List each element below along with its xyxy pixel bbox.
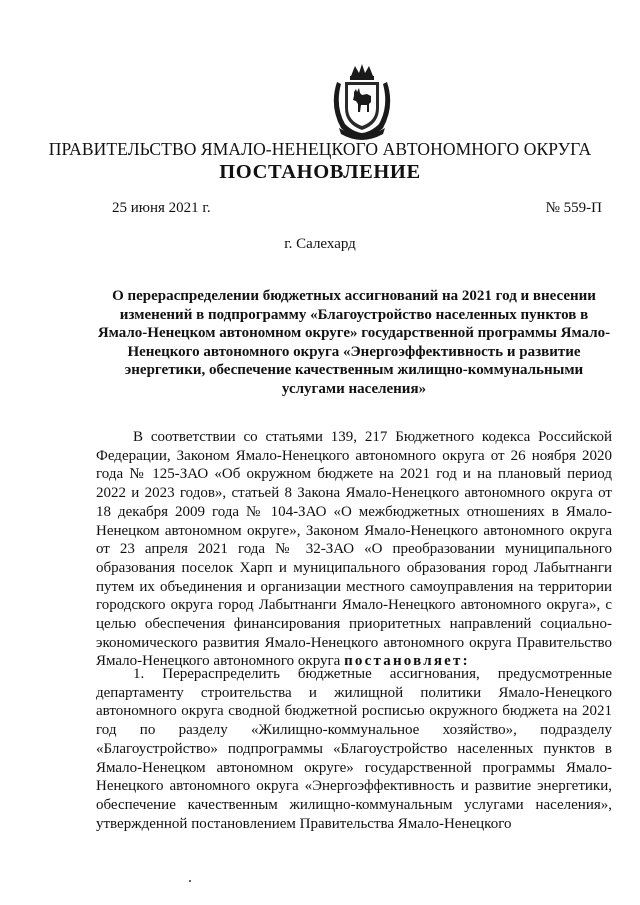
item-1-paragraph	[96, 665, 612, 833]
coat-of-arms-icon	[325, 62, 399, 140]
document-type: ПОСТАНОВЛЕНИЕ	[219, 161, 421, 183]
document-date: 25 июня 2021 г.	[112, 200, 211, 216]
organization-name: ПРАВИТЕЛЬСТВО ЯМАЛО-НЕНЕЦКОГО АВТОНОМНОГО ОКРУГА	[48, 139, 592, 159]
preamble-paragraph	[96, 428, 612, 671]
resolves-word: постановляет:	[344, 653, 470, 670]
scan-speck	[189, 880, 191, 882]
document-title: О перераспределении бюджетных ассигнований на 2021 год и внесении изменений в подпрограмму «Благоустройство населенных пунктов в Ямало-Ненецком автономном округе» государственной программы Ямало-Ненецкого автономного округа «Энергоэффективность и развитие энергетики, обеспечение качественным жилищно-коммунальными услугами населения»	[97, 288, 611, 397]
document-number: № 559-П	[545, 200, 602, 216]
preamble-text: В соответствии со статьями 139, 217 Бюджетного кодекса Российской Федерации, Законом Ямало-Ненецкого автономного округа от 26 ноября 2020 года № 125-ЗАО «Об окружном бюджете на 2021 год и на плановый период 2022 и 2023 годов», статьей 8 Закона Ямало-Ненецкого автономного округа от 18 декабря 2009 года № 104-ЗАО «О межбюджетных отношениях в Ямало-Ненецком автономном округе», Законом Ямало-Ненецкого автономного округа от 23 апреля 2021 года № 32-ЗАО «О преобразовании муниципального образования поселок Харп и муниципального образования город Лабытнанги путем их объединения и организации местного самоуправления на территории городского округа город Лабытнанги Ямало-Ненецкого автономного округа», с целью обеспечения финансирования приоритетных направлений социально-экономического развития Ямало-Ненецкого автономного округа Правительство Ямало-Ненецкого автономного округа	[96, 429, 612, 670]
document-city: г. Салехард	[284, 236, 356, 252]
item-1-text: 1. Перераспределить бюджетные ассигнования, предусмотренные департаменту строительства и жилищной политики Ямало-Ненецкого автономного округа сводной бюджетной росписью окружного бюджета на 2021 год по разделу «Жилищно-коммунальное хозяйство», подразделу «Благоустройство» подпрограммы «Благоустройство населенных пунктов в Ямало-Ненецком автономном округе» государственной программы Ямало-Ненецкого автономного округа «Энергоэффективность и развитие энергетики, обеспечение качественным жилищно-коммунальным услугами населения», утвержденной постановлением Правительства Ямало-Ненецкого	[96, 666, 612, 832]
